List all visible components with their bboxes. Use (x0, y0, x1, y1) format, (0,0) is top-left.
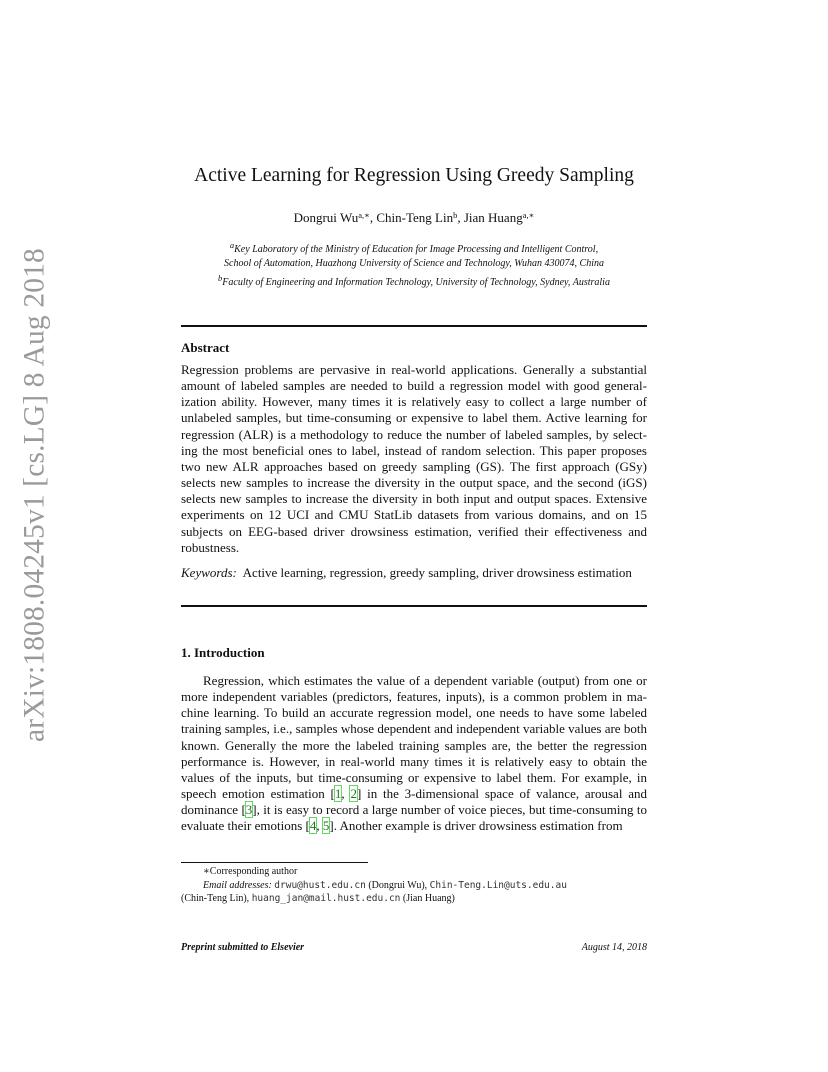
footnote-rule (181, 862, 368, 863)
abstract-bottom-rule (181, 605, 647, 607)
abstract-top-rule (181, 325, 647, 327)
author-name: Dongrui Wu (293, 210, 359, 225)
abstract-heading: Abstract (181, 340, 230, 355)
section-heading-introduction: 1. Introduction (181, 645, 265, 660)
date-note: August 14, 2018 (581, 942, 647, 953)
email-link[interactable]: huang_jan@mail.hust.edu.cn (251, 893, 401, 904)
author-list: Dongrui $Wu^{a,∗}$, Chin-Teng Lin$^b$, Jian Huang$^{a,∗}$ (293, 210, 535, 225)
citation-link[interactable]: 1 (334, 786, 342, 802)
arxiv-stamp[interactable] (18, 248, 51, 742)
citation-link[interactable]: 4 (309, 818, 317, 834)
keywords (181, 565, 647, 581)
abstract-body (181, 362, 647, 556)
citation-link[interactable]: 5 (322, 818, 330, 834)
preprint-note: Preprint submitted to Elsevier (181, 942, 305, 953)
introduction-body: Regression, which estimates the value of a dependent variable (output) from one or more independent variables (predictors, features, inputs), is a common problem in machine learning. To build an accurate regression model, one needs to have some labeled training samples, i.e., samples whose dependent and independent variable values are both known. Generally the more the labeled training samples are, the better the regression performance is. However, in real-world many times it is relatively easy to obtain the values of the inputs, but time-consuming or expensive to label them. For example, in speech emotion estimation [1, 2] in the 3-dimensional space of valance, arousal and dominance [3], it is easy to record a large number of voice pieces, but time-consuming to evaluate their emotions [4, 5]. Another example is driver drowsiness estimation from (181, 673, 647, 834)
affiliation-b: Faculty of Engineering and Information Technology, University of Technology, Sydney, Australia (222, 277, 610, 288)
email-label: Email addresses: (203, 879, 272, 891)
email-link[interactable]: Chin-Teng.Lin@uts.edu.au (429, 879, 567, 891)
author-name: Jian Huang (463, 210, 523, 225)
author-mark[interactable]: a,∗ (358, 210, 370, 220)
corresponding-author-note: ∗Corresponding author (203, 866, 298, 877)
footnotes: ∗Corresponding author Email addresses: drwu@hust.edu.cn (Dongrui Wu), Chin-Teng.Lin@uts.edu.au (Chin-Teng Lin), huang_jan@mail.hust.edu.cn (Jian Huang) (181, 865, 647, 906)
citation-link[interactable]: 2 (350, 786, 357, 802)
affiliation-a: $^a$Key Laboratory of the Ministry of Education for Image Processing and Intelligent Control, School of Automation, Huazhong University of Science and Technology, Wuhan 430074, China $^b$Faculty of Engineering and Information Technology, University of Technology, Sydney, Australia (218, 240, 610, 288)
keywords-text: Active learning, regression, greedy sampling, driver drowsiness estimation (242, 565, 632, 580)
citation-link[interactable]: 3 (245, 802, 253, 818)
paper-title: Active Learning for Regression Using Greedy Sampling (194, 165, 634, 186)
arxiv-id[interactable]: arXiv:1808.04245v1 [cs.LG] 8 Aug 2018 (18, 248, 51, 742)
author-mark[interactable]: a,∗ (522, 210, 535, 220)
keywords-label: Keywords: (181, 565, 237, 580)
author-mark[interactable]: b (453, 210, 458, 220)
abstract-text: Regression problems are pervasive in real-world applications. Generally a substantial amount of labeled samples are needed to build a regression model with good generalization ability. However, many times it is relatively easy to collect a large number of unlabeled samples, but time-consuming or expensive to label them. Active learning for regression (ALR) is a methodology to reduce the number of labeled samples, by selecting the most beneficial ones to label, instead of random selection. This paper proposes two new ALR approaches based on greedy sampling (GS). The first approach (GSy) selects new samples to increase the diversity in the output space, and the second (iGS) selects new samples to increase the diversity in both input and output spaces. Extensive experiments on 12 UCI and CMU StatLib datasets from various domains, and on 15 subjects on EEG-based driver drowsiness estimation, verified their effectiveness and robustness. (181, 362, 647, 555)
email-link[interactable]: drwu@hust.edu.cn (274, 879, 366, 891)
author-name: Chin-Teng Lin (376, 210, 454, 225)
